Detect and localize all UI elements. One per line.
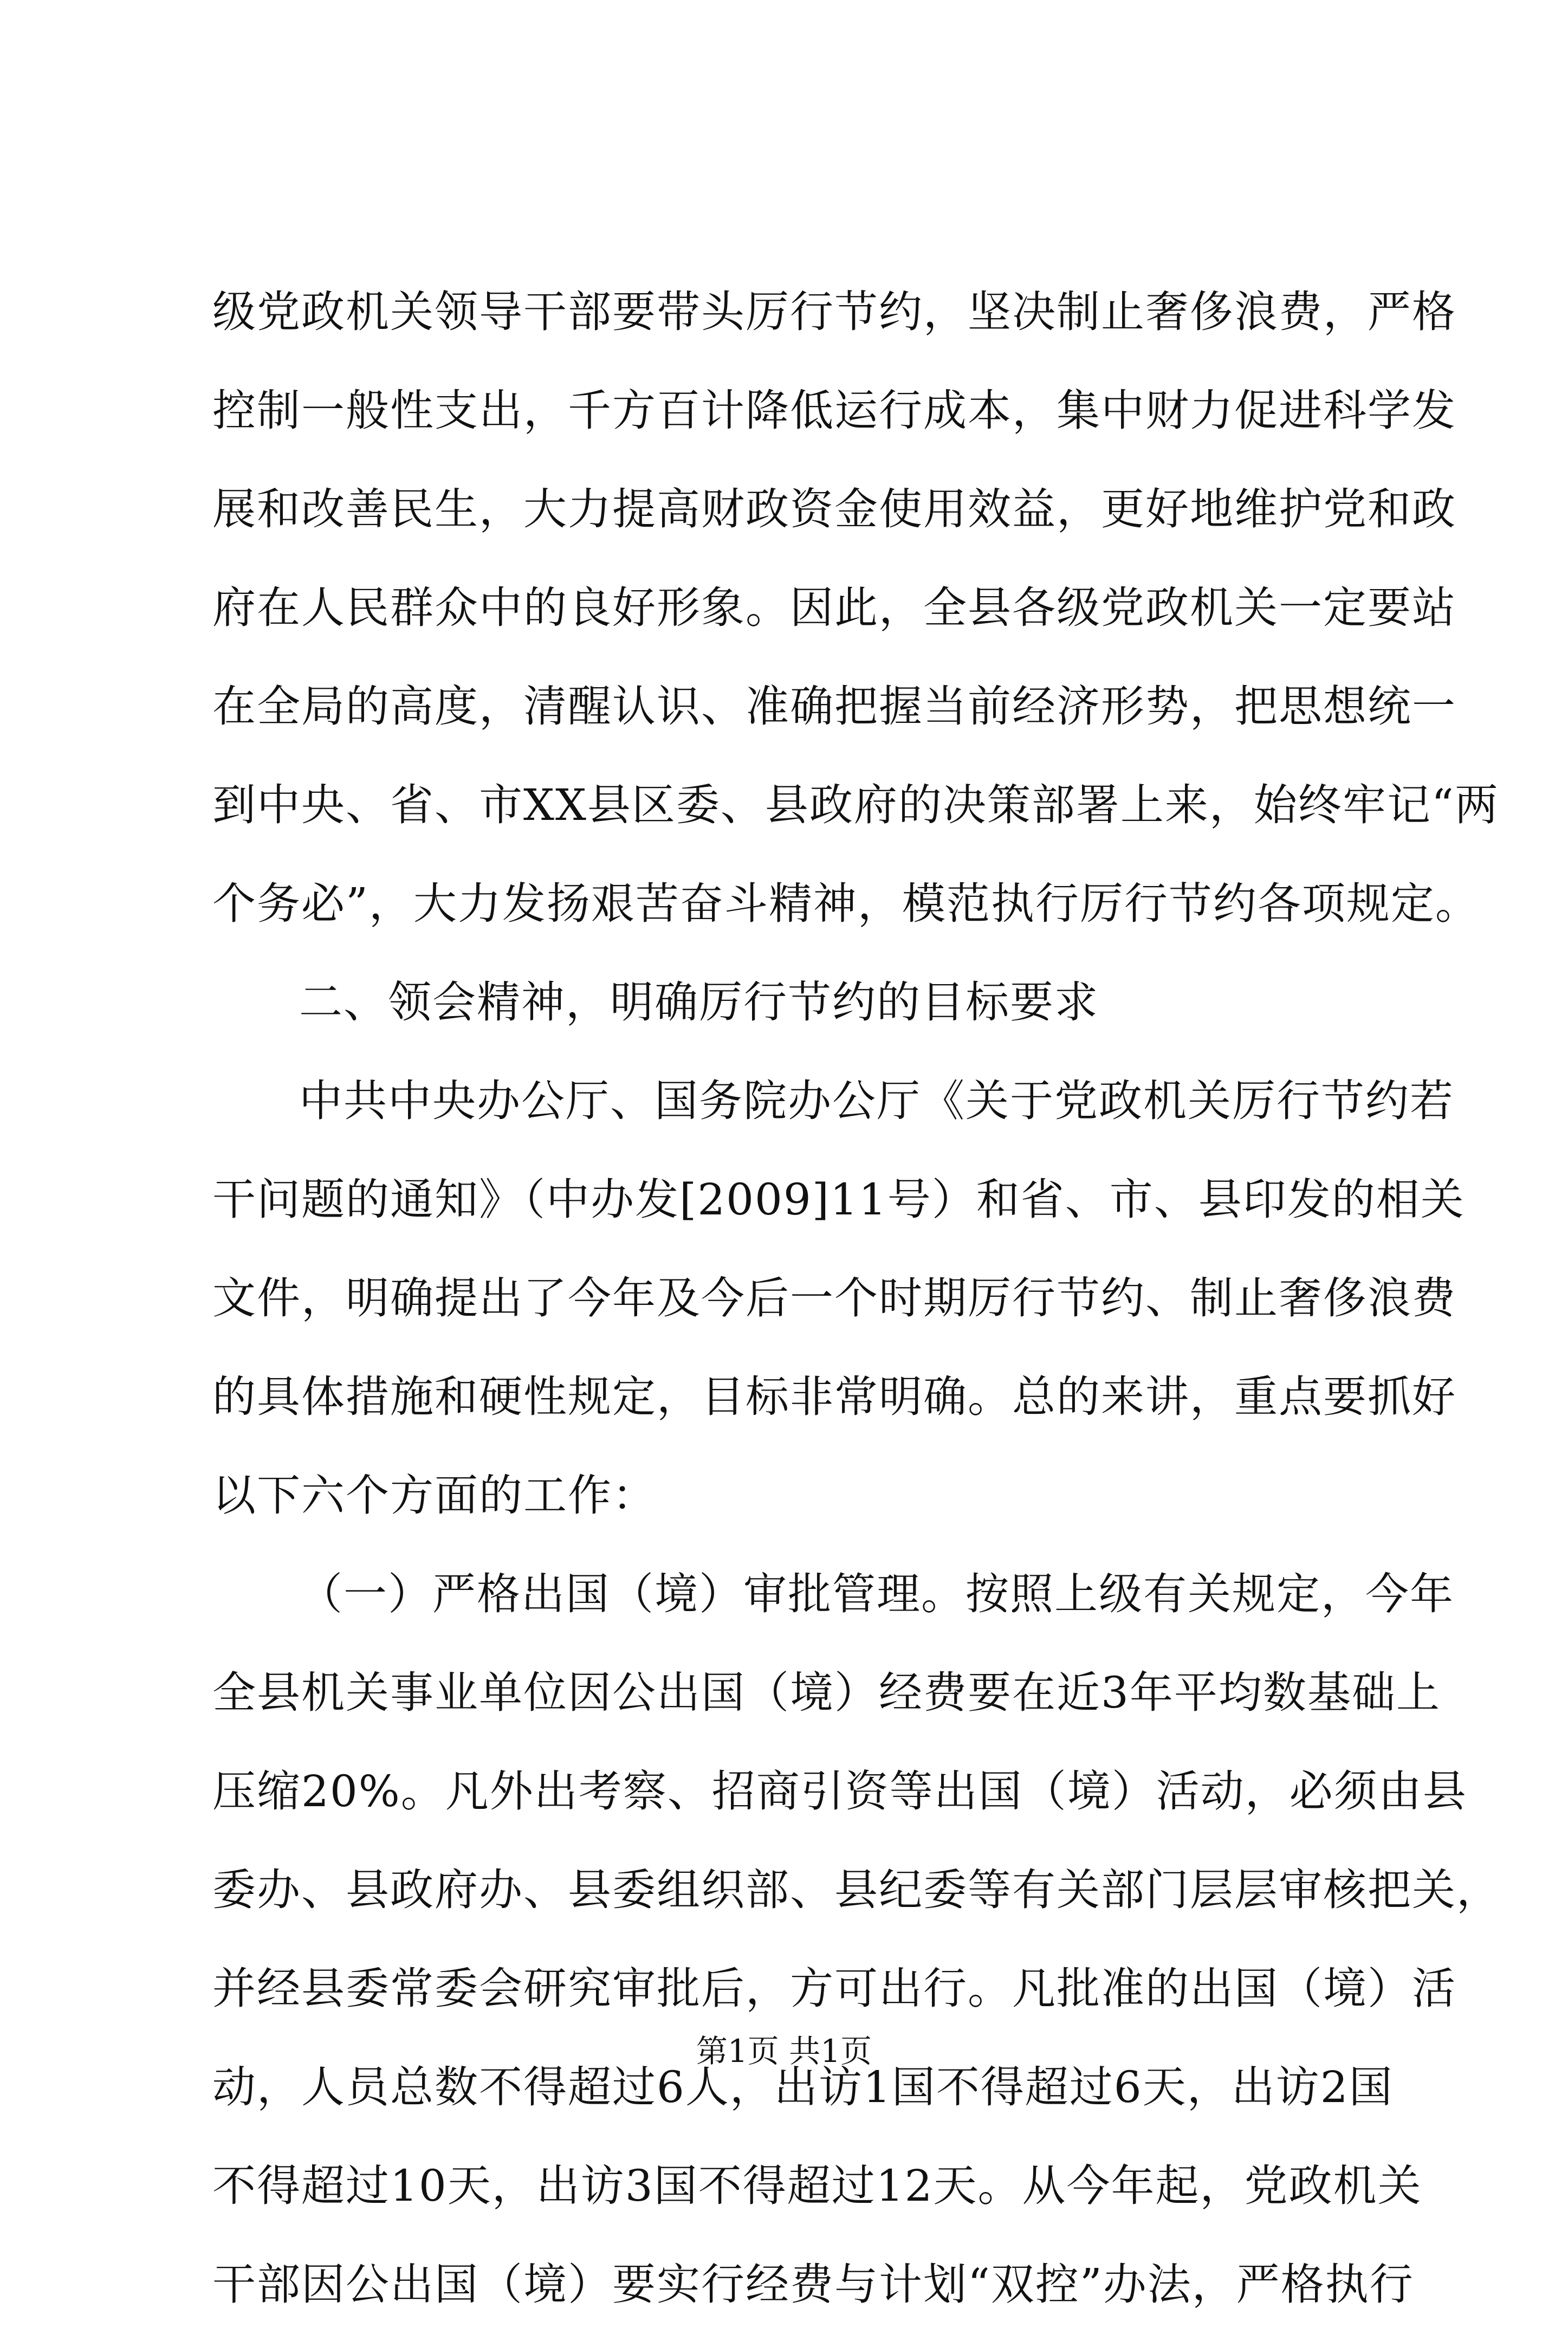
text-line: 个务必”，大力发扬艰苦奋斗精神，模范执行厉行节约各项规定。 [212,878,1480,929]
text-line: 干部因公出国（境）要实行经费与计划“双控”办法，严格执行 [212,2259,1414,2310]
text-line: 到中央、省、市XX县区委、县政府的决策部署上来，始终牢记“两 [212,780,1499,830]
text-line: 动，人员总数不得超过6人，出访1国不得超过6天，出访2国 [212,2062,1394,2112]
text-line: 控制一般性支出，千方百计降低运行成本，集中财力促进科学发 [212,385,1456,436]
paragraph-first-line: 中共中央办公厅、国务院办公厅《关于党政机关厉行节约若 [299,1076,1454,1126]
text-line: 并经县委常委会研究审批后，方可出行。凡批准的出国（境）活 [212,1963,1456,2014]
text-line: 不得超过10天，出访3国不得超过12天。从今年起，党政机关 [212,2161,1422,2211]
section-heading: 二、领会精神，明确厉行节约的目标要求 [299,977,1099,1027]
text-line: 的具体措施和硬性规定，目标非常明确。总的来讲，重点要抓好 [212,1372,1456,1422]
page-number-footer: 第1页 共1页 [696,2033,872,2070]
text-line: 在全局的高度，清醒认识、准确把握当前经济形势，把思想统一 [212,681,1456,732]
text-line: 委办、县政府办、县委组织部、县纪委等有关部门层层审核把关， [212,1865,1501,1915]
document-body [212,263,1501,2334]
text-line: 展和改善民生，大力提高财政资金使用效益，更好地维护党和政 [212,484,1456,534]
paragraph-first-line: （一）严格出国（境）审批管理。按照上级有关规定，今年 [299,1569,1454,1619]
text-line: 级党政机关领导干部要带头厉行节约，坚决制止奢侈浪费，严格 [212,287,1456,337]
text-line: 以下六个方面的工作： [212,1470,657,1521]
text-line: 干问题的通知》（中办发[2009]11号）和省、市、县印发的相关 [212,1174,1465,1225]
text-line: 压缩20%。凡外出考察、招商引资等出国（境）活动，必须由县 [212,1766,1467,1816]
text-line: 府在人民群众中的良好形象。因此，全县各级党政机关一定要站 [212,583,1456,633]
text-line: 全县机关事业单位因公出国（境）经费要在近3年平均数基础上 [212,1667,1441,1718]
text-line: 文件，明确提出了今年及今后一个时期厉行节约、制止奢侈浪费 [212,1273,1456,1323]
